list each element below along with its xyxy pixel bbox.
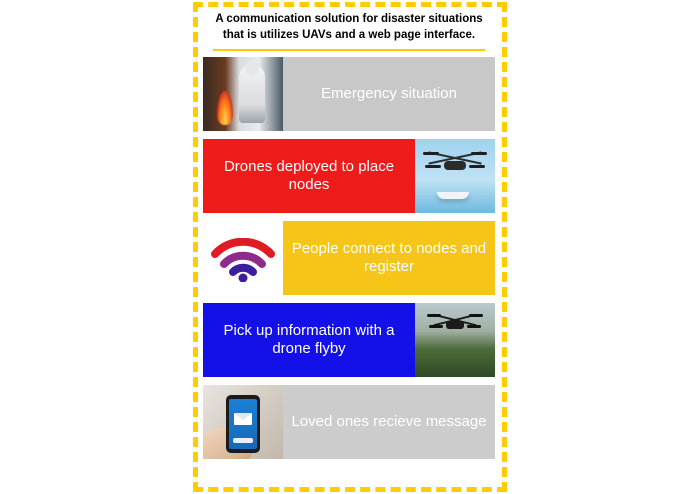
flame-shape	[217, 91, 233, 125]
drone-rotor-shape	[423, 152, 439, 155]
phone-shape	[226, 395, 260, 453]
step-item	[203, 221, 495, 295]
title-divider	[213, 49, 485, 51]
drone-rotor-shape	[425, 165, 441, 168]
drone-rotor-shape	[467, 325, 481, 328]
page-title	[203, 6, 495, 43]
step-item	[203, 385, 495, 459]
drone-body-shape	[446, 321, 464, 329]
headline-line-1: A communication solution for disaster situations	[215, 13, 483, 25]
headline-line-2: that is utilizes UAVs and a web page interface.	[222, 28, 476, 41]
drone-over-water-photo	[415, 139, 495, 213]
person-head-shape	[245, 61, 259, 75]
phone-screen-shape	[229, 399, 257, 449]
envelope-icon	[234, 413, 252, 425]
emergency-fire-photo	[203, 57, 283, 131]
drone-body-shape	[444, 161, 466, 170]
step-item	[203, 303, 495, 377]
drone-rotor-shape	[471, 152, 487, 155]
poster-content	[203, 6, 495, 488]
phone-message-photo	[203, 385, 283, 459]
drone-rotor-shape	[469, 314, 483, 317]
step-label: Pick up information with a drone flyby	[203, 303, 415, 377]
wifi-icon	[209, 238, 277, 282]
drone-rotor-shape	[469, 165, 485, 168]
drone-over-forest-photo	[415, 303, 495, 377]
step-label: Loved ones recieve message	[283, 385, 495, 459]
steps-list	[203, 57, 495, 459]
drone-rotor-shape	[429, 325, 443, 328]
step-label: Drones deployed to place nodes	[203, 139, 415, 213]
boat-shape	[437, 192, 469, 199]
step-item	[203, 139, 495, 213]
step-label: People connect to nodes and register	[283, 221, 495, 295]
drone-rotor-shape	[427, 314, 441, 317]
wifi-signal-icon	[203, 221, 283, 295]
step-item	[203, 57, 495, 131]
step-label: Emergency situation	[283, 57, 495, 131]
phone-button-shape	[233, 438, 253, 443]
